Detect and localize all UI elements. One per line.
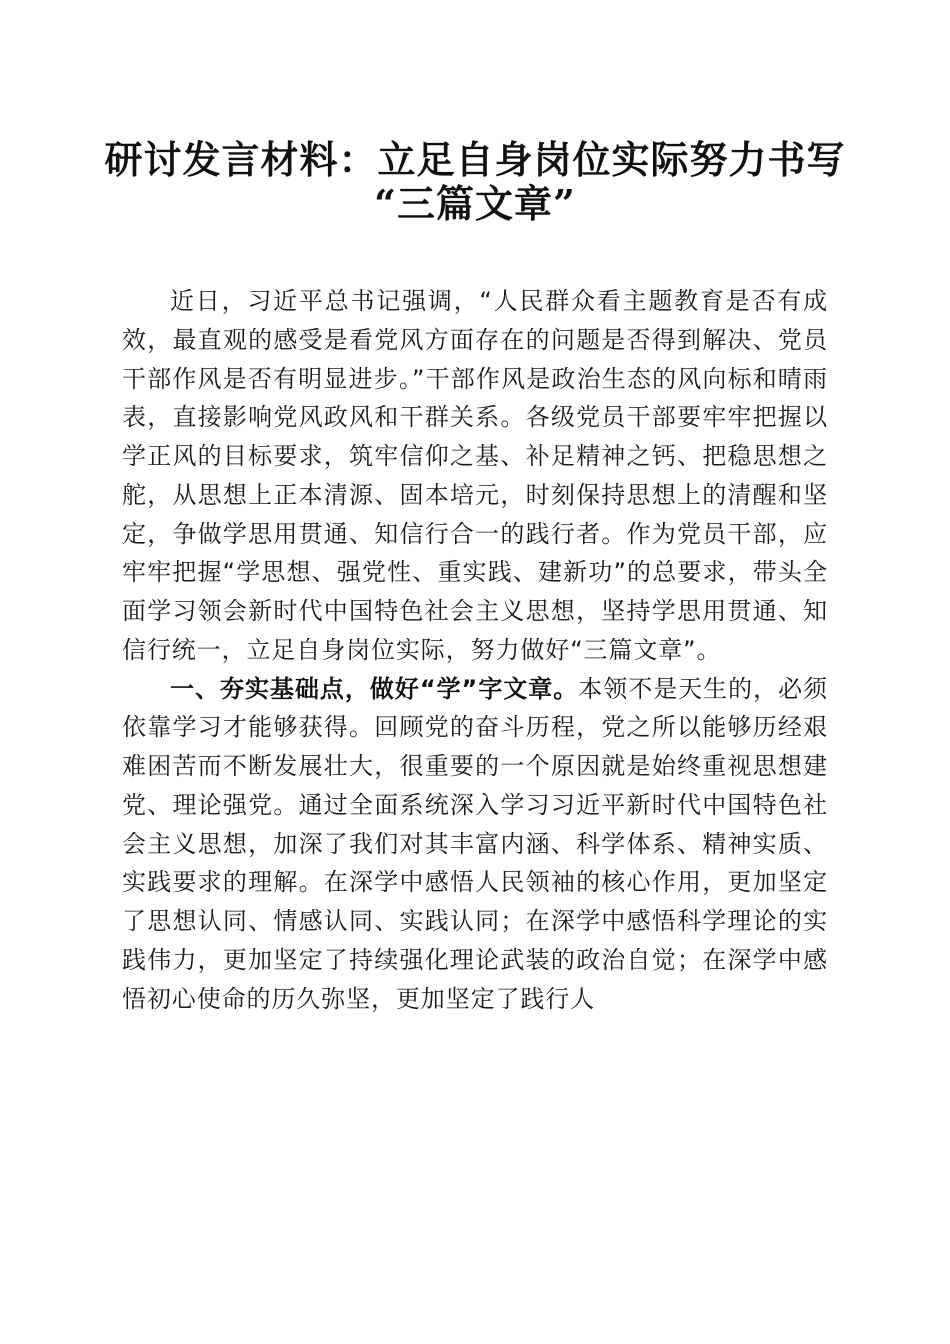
section-1-heading: 一、夯实基础点，做好“学”字文章。	[170, 674, 579, 703]
title-line-1: 研讨发言材料：立足自身岗位实际努力书写	[104, 137, 846, 182]
title-line-2: “三篇文章”	[374, 181, 576, 226]
document-title	[100, 138, 850, 226]
intro-paragraph: 近日，习近平总书记强调，“人民群众看主题教育是否有成效，最直观的感受是看党风方面存在的问题是否得到解决、党员干部作风是否有明显进步。”干部作风是政治生态的风向标和晴雨表，直接影响党风政风和干群关系。各级党员干部要牢牢把握以学正风的目标要求，筑牢信仰之基、补足精神之钙、把稳思想之舵，从思想上正本清源、固本培元，时刻保持思想上的清醒和坚定，争做学思用贯通、知信行合一的践行者。作为党员干部，应牢牢把握“学思想、强党性、重实践、建新功”的总要求，带头全面学习领会新时代中国特色社会主义思想，坚持学思用贯通、知信行统一，立足自身岗位实际，努力做好“三篇文章”。	[122, 287, 828, 664]
section-1-text: 本领不是天生的，必须依靠学习才能够获得。回顾党的奋斗历程，党之所以能够历经艰难困苦而不断发展壮大，很重要的一个原因就是始终重视思想建党、理论强党。通过全面系统深入学习习近平新时代中国特色社会主义思想，加深了我们对其丰富内涵、科学体系、精神实质、实践要求的理解。在深学中感悟人民领袖的核心作用，更加坚定了思想认同、情感认同、实践认同；在深学中感悟科学理论的实践伟力，更加坚定了持续强化理论武装的政治自觉；在深学中感悟初心使命的历久弥坚，更加坚定了践行人	[122, 674, 828, 1013]
document-body	[122, 282, 828, 1018]
section-1-paragraph	[122, 670, 828, 1019]
